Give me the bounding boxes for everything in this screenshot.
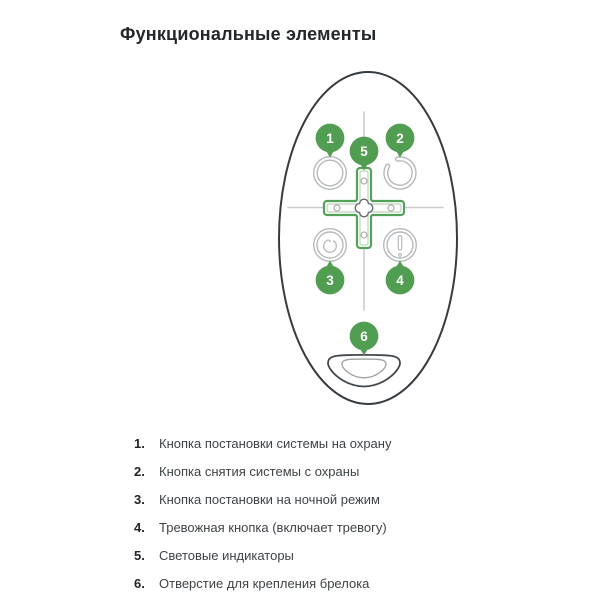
legend-item-5 [134, 548, 391, 564]
legend-item-3 [134, 492, 391, 508]
legend-item-number: 3. [134, 492, 145, 507]
legend-item-number: 1. [134, 436, 145, 451]
legend-item-text: Кнопка постановки на ночной режим [159, 492, 380, 507]
legend-item-text: Световые индикаторы [159, 548, 294, 563]
legend-item-text: Кнопка снятия системы с охраны [159, 464, 360, 479]
page-title: Функциональные элементы [120, 24, 377, 45]
badge-6-label: 6 [360, 328, 368, 344]
legend-item-text: Кнопка постановки системы на охрану [159, 436, 392, 451]
legend-item-text: Тревожная кнопка (включает тревогу) [159, 520, 387, 535]
legend-item-4 [134, 520, 391, 536]
legend-item-number: 2. [134, 464, 145, 479]
legend-item-1 [134, 436, 391, 452]
led-indicator-right [388, 205, 394, 211]
legend-item-number: 4. [134, 520, 145, 535]
badge-3-label: 3 [326, 272, 334, 288]
legend-item-2 [134, 464, 391, 480]
legend-item-text: Отверстие для крепления брелока [159, 576, 370, 591]
badge-4-label: 4 [396, 272, 404, 288]
badge-1-label: 1 [326, 130, 334, 146]
led-indicator-top [361, 178, 367, 184]
badge-5-label: 5 [360, 143, 368, 159]
panic-button-icon [384, 229, 417, 262]
keyfob-diagram [266, 58, 470, 412]
led-indicator-bottom [361, 232, 367, 238]
legend-list [134, 436, 391, 600]
night-mode-button-icon [314, 229, 347, 262]
badge-2-label: 2 [396, 130, 404, 146]
legend-item-number: 6. [134, 576, 145, 591]
arm-button-icon [314, 157, 347, 190]
legend-item-number: 5. [134, 548, 145, 563]
legend-item-6 [134, 576, 391, 592]
led-indicator-left [334, 205, 340, 211]
